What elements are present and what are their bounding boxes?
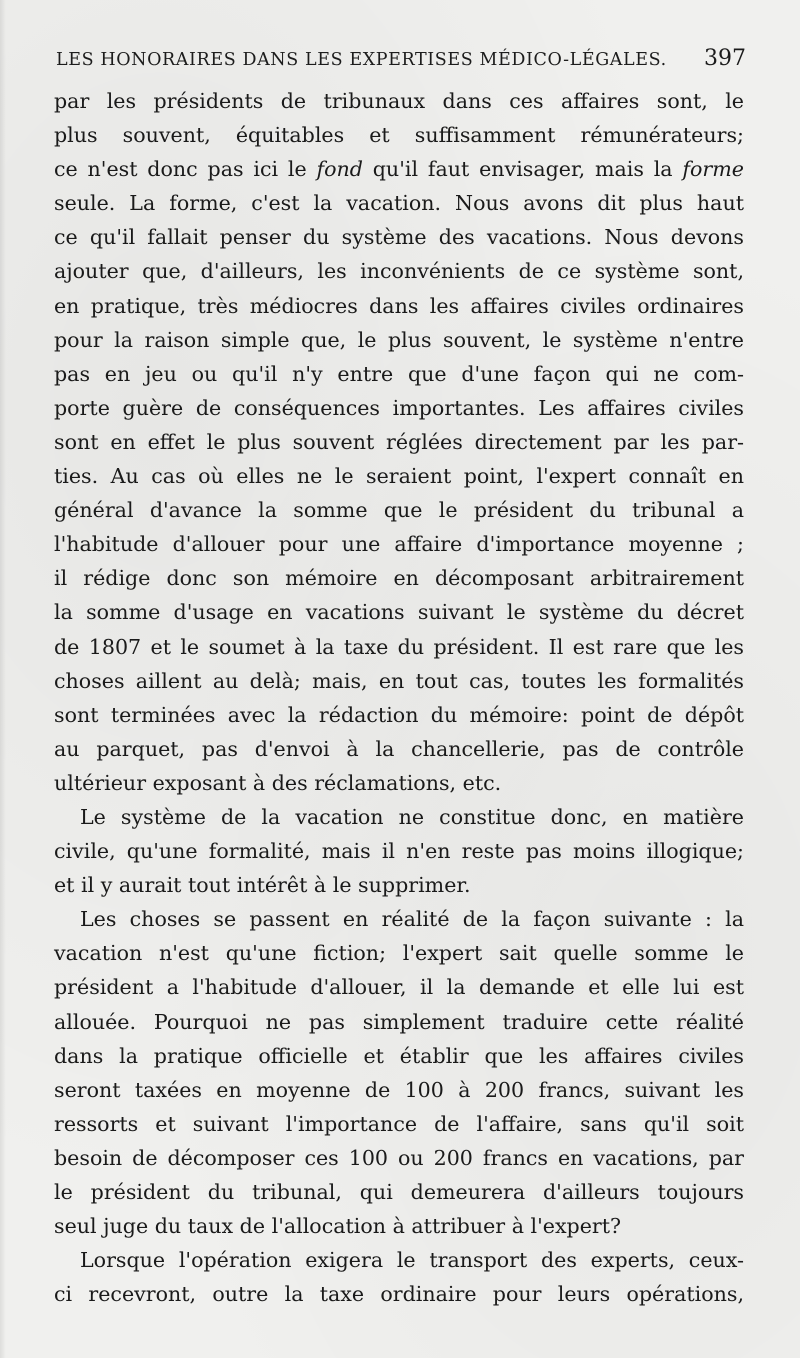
text-line: général d'avance la somme que le président du tribunal a: [54, 498, 744, 523]
text-line: porte guère de conséquences importantes. Les affaires civiles: [54, 395, 744, 420]
text-line: allouée. Pourquoi ne pas simplement traduire cette réalité: [54, 1009, 744, 1034]
text-line: président a l'habitude d'allouer, il la demande et elle lui est: [54, 975, 744, 1000]
text-line: en pratique, très médiocres dans les affaires civiles ordinaires: [54, 293, 744, 318]
text-line: au parquet, pas d'envoi à la chancellerie, pas de contrôle: [54, 736, 744, 761]
paragraph-first-line: Les choses se passent en réalité de la façon suivante : la: [80, 907, 744, 932]
text-line: la somme d'usage en vacations suivant le système du décret: [54, 600, 744, 625]
paragraph-first-line: Lorsque l'opération exigera le transport des experts, ceux-: [80, 1248, 744, 1273]
text-line: sont en effet le plus souvent réglées directement par les par-: [54, 429, 744, 454]
running-head: LES HONORAIRES DANS LES EXPERTISES MÉDICO-LÉGALES.: [56, 50, 667, 70]
text-line: ce qu'il fallait penser du système des vacations. Nous devons: [54, 225, 744, 250]
text-line: pas en jeu ou qu'il n'y entre que d'une façon qui ne com-: [54, 361, 744, 386]
text-line: choses aillent au delà; mais, en tout cas, toutes les formalités: [54, 668, 744, 693]
text-line: seront taxées en moyenne de 100 à 200 francs, suivant les: [54, 1077, 744, 1102]
text-line: ce n'est donc pas ici le fond qu'il faut envisager, mais la forme: [54, 157, 744, 182]
text-line: il rédige donc son mémoire en décomposant arbitrairement: [54, 566, 744, 591]
page-number: 397: [704, 46, 746, 71]
text-line: ressorts et suivant l'importance de l'affaire, sans qu'il soit: [54, 1111, 744, 1136]
body-text: [54, 84, 744, 1311]
text-line: ties. Au cas où elles ne le seraient point, l'expert connaît en: [54, 464, 744, 489]
page-header: [56, 44, 746, 74]
text-line: ajouter que, d'ailleurs, les inconvénients de ce système sont,: [54, 259, 744, 284]
text-line: par les présidents de tribunaux dans ces affaires sont, le: [54, 89, 744, 113]
text-line: vacation n'est qu'une fiction; l'expert sait quelle somme le: [54, 941, 744, 966]
text-line: seule. La forme, c'est la vacation. Nous avons dit plus haut: [54, 191, 744, 216]
text-line: ci recevront, outre la taxe ordinaire pour leurs opérations,: [54, 1282, 744, 1307]
text-line: le président du tribunal, qui demeurera d'ailleurs toujours: [54, 1180, 744, 1204]
text-line: et il y aurait tout intérêt à le supprimer.: [54, 873, 471, 898]
text-line: seul juge du taux de l'allocation à attribuer à l'expert?: [54, 1214, 622, 1239]
text-line: besoin de décomposer ces 100 ou 200 francs en vacations, par: [54, 1145, 744, 1170]
paragraph-first-line: Le système de la vacation ne constitue donc, en matière: [80, 804, 744, 829]
text-line: civile, qu'une formalité, mais il n'en reste pas moins illogique;: [54, 839, 744, 864]
page-gutter-shadow: [0, 0, 6, 1358]
text-line: ultérieur exposant à des réclamations, etc.: [54, 770, 502, 795]
text-line: plus souvent, équitables et suffisamment rémunérateurs;: [54, 123, 744, 148]
text-line: dans la pratique officielle et établir que les affaires civiles: [54, 1043, 744, 1068]
text-line: pour la raison simple que, le plus souvent, le système n'entre: [54, 327, 744, 352]
text-line: de 1807 et le soumet à la taxe du président. Il est rare que les: [54, 634, 744, 659]
text-line: l'habitude d'allouer pour une affaire d'importance moyenne ;: [54, 532, 744, 557]
text-line: sont terminées avec la rédaction du mémoire: point de dépôt: [54, 702, 744, 727]
